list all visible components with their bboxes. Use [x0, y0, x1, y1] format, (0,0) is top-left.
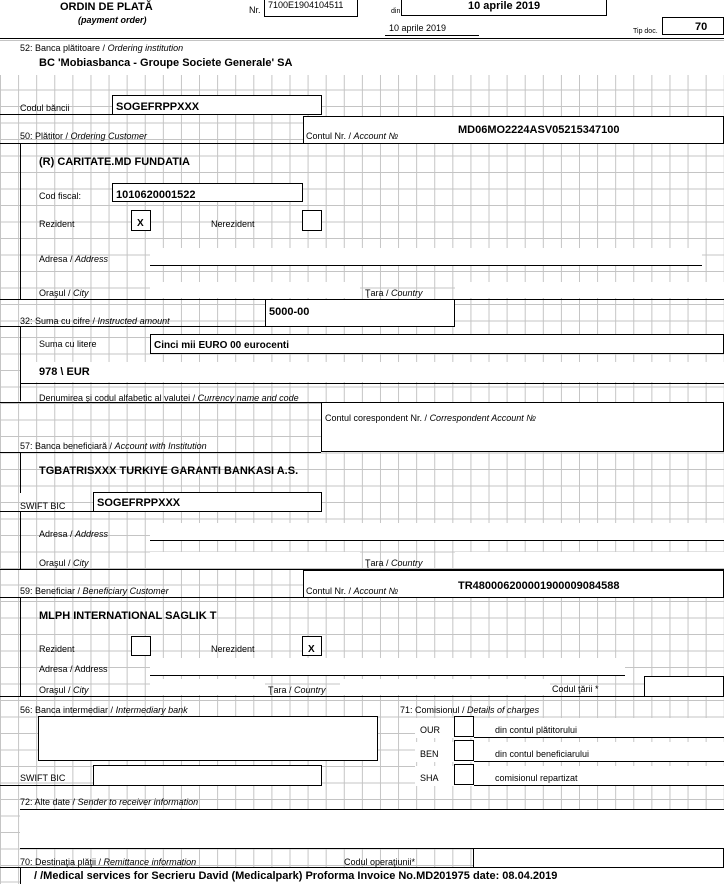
beneficiary-address-rule	[150, 675, 625, 676]
operation-code-label: Codul operaţiunii*	[344, 857, 416, 867]
beneficiary-country-field[interactable]	[340, 679, 550, 695]
nr-field[interactable]	[264, 0, 358, 17]
beneficiary-bank-name: TGBATRISXXX TURKIYE GARANTI BANKASI A.S.	[39, 465, 299, 477]
beneficiary-nonresident-mark: X	[308, 644, 315, 655]
document-title: ORDIN DE PLATĂ	[60, 1, 153, 13]
date-small: 10 aprile 2019	[389, 23, 447, 33]
charges-sha-desc: comisionul repartizat	[495, 773, 578, 783]
fiscal-field[interactable]	[112, 183, 303, 202]
remittance-value: / /Medical services for Secrieru David (Medicalpark) Proforma Invoice No.MD201975 date: 08.04.2019	[34, 870, 558, 882]
payer-nonresident-label: Nerezident	[211, 219, 255, 229]
country-code-label: Codul ţării *	[552, 684, 599, 694]
charges-ben-checkbox[interactable]	[454, 740, 474, 761]
header-rule	[0, 38, 724, 39]
beneficiary-rule	[0, 597, 303, 598]
currency-label: Denumirea şi codul alfabetic al valutei / Currency name and code	[39, 393, 299, 403]
amount-label: 32: Suma cu cifre / Instructed amount	[20, 316, 170, 326]
payer-left-bar	[20, 144, 21, 300]
charges-ben-rule	[474, 761, 724, 762]
bank-code-value: SOGEFRPPXXX	[116, 101, 200, 113]
din-label: din	[391, 8, 401, 15]
amount-value: 5000-00	[269, 306, 310, 318]
beneficiary-bank-swift-label: SWIFT BIC	[20, 501, 66, 511]
payer-label: 50: Plătitor / Ordering Customer	[20, 131, 148, 141]
beneficiary-city-field[interactable]	[150, 679, 265, 695]
charges-sha-code: SHA	[420, 773, 439, 783]
currency-field[interactable]	[21, 362, 724, 382]
beneficiary-account-label: Contul Nr. / Account №	[306, 586, 399, 596]
other-rule-top	[20, 809, 724, 810]
tipdoc-field[interactable]	[662, 17, 724, 35]
bb-country-label: Ţara / Country	[365, 558, 423, 568]
remittance-left-bar	[20, 868, 21, 884]
charges-ben-code: BEN	[420, 749, 439, 759]
beneficiary-account-value: TR480006200001900009084588	[458, 580, 620, 592]
beneficiary-address-label: Adresa / Address	[39, 664, 108, 674]
bb-city-label: Oraşul / City	[39, 558, 89, 568]
remittance-label: 70: Destinaţia plăţii / Remittance information	[20, 857, 197, 867]
intermediary-field[interactable]	[38, 716, 378, 761]
ordering-bank-label: 52: Banca plătitoare / Ordering institution	[20, 43, 184, 53]
country-code-field[interactable]	[644, 676, 724, 697]
beneficiary-bank-swift-value: SOGEFRPPXXX	[97, 497, 181, 509]
beneficiary-city-rule	[0, 696, 644, 697]
payer-account-label: Contul Nr. / Account №	[306, 131, 399, 141]
bb-address-rule	[150, 540, 724, 541]
payer-account-value: MD06MO2224ASV05215347100	[458, 124, 620, 136]
bank-code-field[interactable]	[112, 95, 322, 115]
nr-value: 7100E1904104511	[268, 0, 344, 10]
beneficiary-left-bar	[20, 598, 21, 696]
intermediary-swift-field[interactable]	[93, 765, 322, 786]
charges-our-rule	[474, 737, 724, 738]
intermediary-swift-rule	[0, 785, 93, 786]
ordering-bank-name: BC 'Mobiasbanca - Groupe Societe Generale' SA	[39, 57, 293, 69]
beneficiary-nonresident-label: Nerezident	[211, 644, 255, 654]
payer-rule	[0, 143, 303, 144]
beneficiary-label: 59: Beneficiar / Beneficiary Customer	[20, 586, 169, 596]
payer-country-label: Ţara / Country	[365, 288, 423, 298]
intermediary-label: 56: Banca intermediar / Intermediary bank	[20, 705, 188, 715]
payer-country-field[interactable]	[455, 282, 724, 298]
payer-nonresident-checkbox[interactable]	[302, 210, 322, 231]
bb-country-field[interactable]	[455, 552, 724, 568]
payer-resident-mark: X	[137, 218, 144, 229]
other-field[interactable]	[20, 810, 724, 848]
beneficiary-bank-swift-field[interactable]	[93, 492, 322, 512]
beneficiary-bank-label: 57: Banca beneficiară / Account with Institution	[20, 441, 207, 451]
nr-label: Nr.	[249, 5, 261, 15]
date-field[interactable]	[401, 0, 607, 16]
other-label: 72: Alte date / Sender to receiver information	[20, 797, 199, 807]
charges-sha-rule	[474, 785, 724, 786]
beneficiary-resident-checkbox[interactable]	[131, 636, 151, 656]
charges-our-desc: din contul plătitorului	[495, 725, 578, 735]
amount-words-value: Cinci mii EURO 00 eurocenti	[154, 340, 290, 351]
bb-city-field[interactable]	[150, 552, 360, 568]
beneficiary-bank-left-bar	[20, 453, 21, 493]
correspondent-account-box[interactable]	[321, 402, 724, 452]
payer-address-rule	[150, 265, 702, 266]
payer-city-field[interactable]	[150, 282, 360, 298]
charges-our-checkbox[interactable]	[454, 716, 474, 737]
beneficiary-resident-label: Rezident	[39, 644, 75, 654]
bb-address-left-bar	[20, 512, 21, 569]
charges-sha-checkbox[interactable]	[454, 764, 474, 785]
tipdoc-label: Tip doc.	[633, 28, 658, 35]
beneficiary-address-field[interactable]	[150, 658, 625, 675]
charges-our-code: OUR	[420, 725, 440, 735]
beneficiary-nonresident-checkbox[interactable]	[302, 636, 322, 656]
date-value: 10 aprile 2019	[468, 0, 541, 12]
payer-address-field[interactable]	[150, 248, 702, 265]
beneficiary-name: MLPH INTERNATIONAL SAGLIK T	[39, 610, 217, 622]
bank-code-rule	[0, 114, 112, 115]
payer-name: (R) CARITATE.MD FUNDATIA	[39, 156, 190, 168]
fiscal-label: Cod fiscal:	[39, 191, 82, 201]
currency-value: 978 \ EUR	[39, 366, 90, 378]
payer-address-label: Adresa / Address	[39, 254, 109, 264]
currency-rule	[20, 383, 724, 384]
beneficiary-country-label: Ţara / Country	[268, 685, 326, 695]
beneficiary-city-label: Oraşul / City	[39, 685, 89, 695]
swift-rule	[0, 511, 93, 512]
bb-address-field[interactable]	[150, 523, 724, 540]
bb-address-label: Adresa / Address	[39, 529, 109, 539]
payer-city-label: Oraşul / City	[39, 288, 89, 298]
payer-resident-checkbox[interactable]	[131, 210, 151, 231]
payer-resident-label: Rezident	[39, 219, 75, 229]
amount-words-label: Suma cu litere	[39, 339, 97, 349]
fiscal-value: 1010620001522	[116, 189, 196, 201]
amount-field[interactable]	[265, 299, 455, 327]
charges-label: 71: Comisionul / Details of charges	[400, 705, 540, 715]
document-title-en: (payment order)	[78, 15, 147, 25]
operation-code-field[interactable]	[473, 848, 724, 868]
date-underline	[385, 35, 479, 36]
tipdoc-value: 70	[695, 21, 708, 33]
amount-rule	[0, 326, 265, 327]
amount-words-field[interactable]	[150, 334, 724, 354]
beneficiary-bank-rule	[0, 452, 321, 453]
bank-code-label: Codul băncii	[20, 103, 70, 113]
charges-ben-desc: din contul beneficiarului	[495, 749, 590, 759]
intermediary-swift-label: SWIFT BIC	[20, 773, 66, 783]
correspondent-account-label: Contul corespondent Nr. / Correspondent Account №	[325, 413, 537, 423]
